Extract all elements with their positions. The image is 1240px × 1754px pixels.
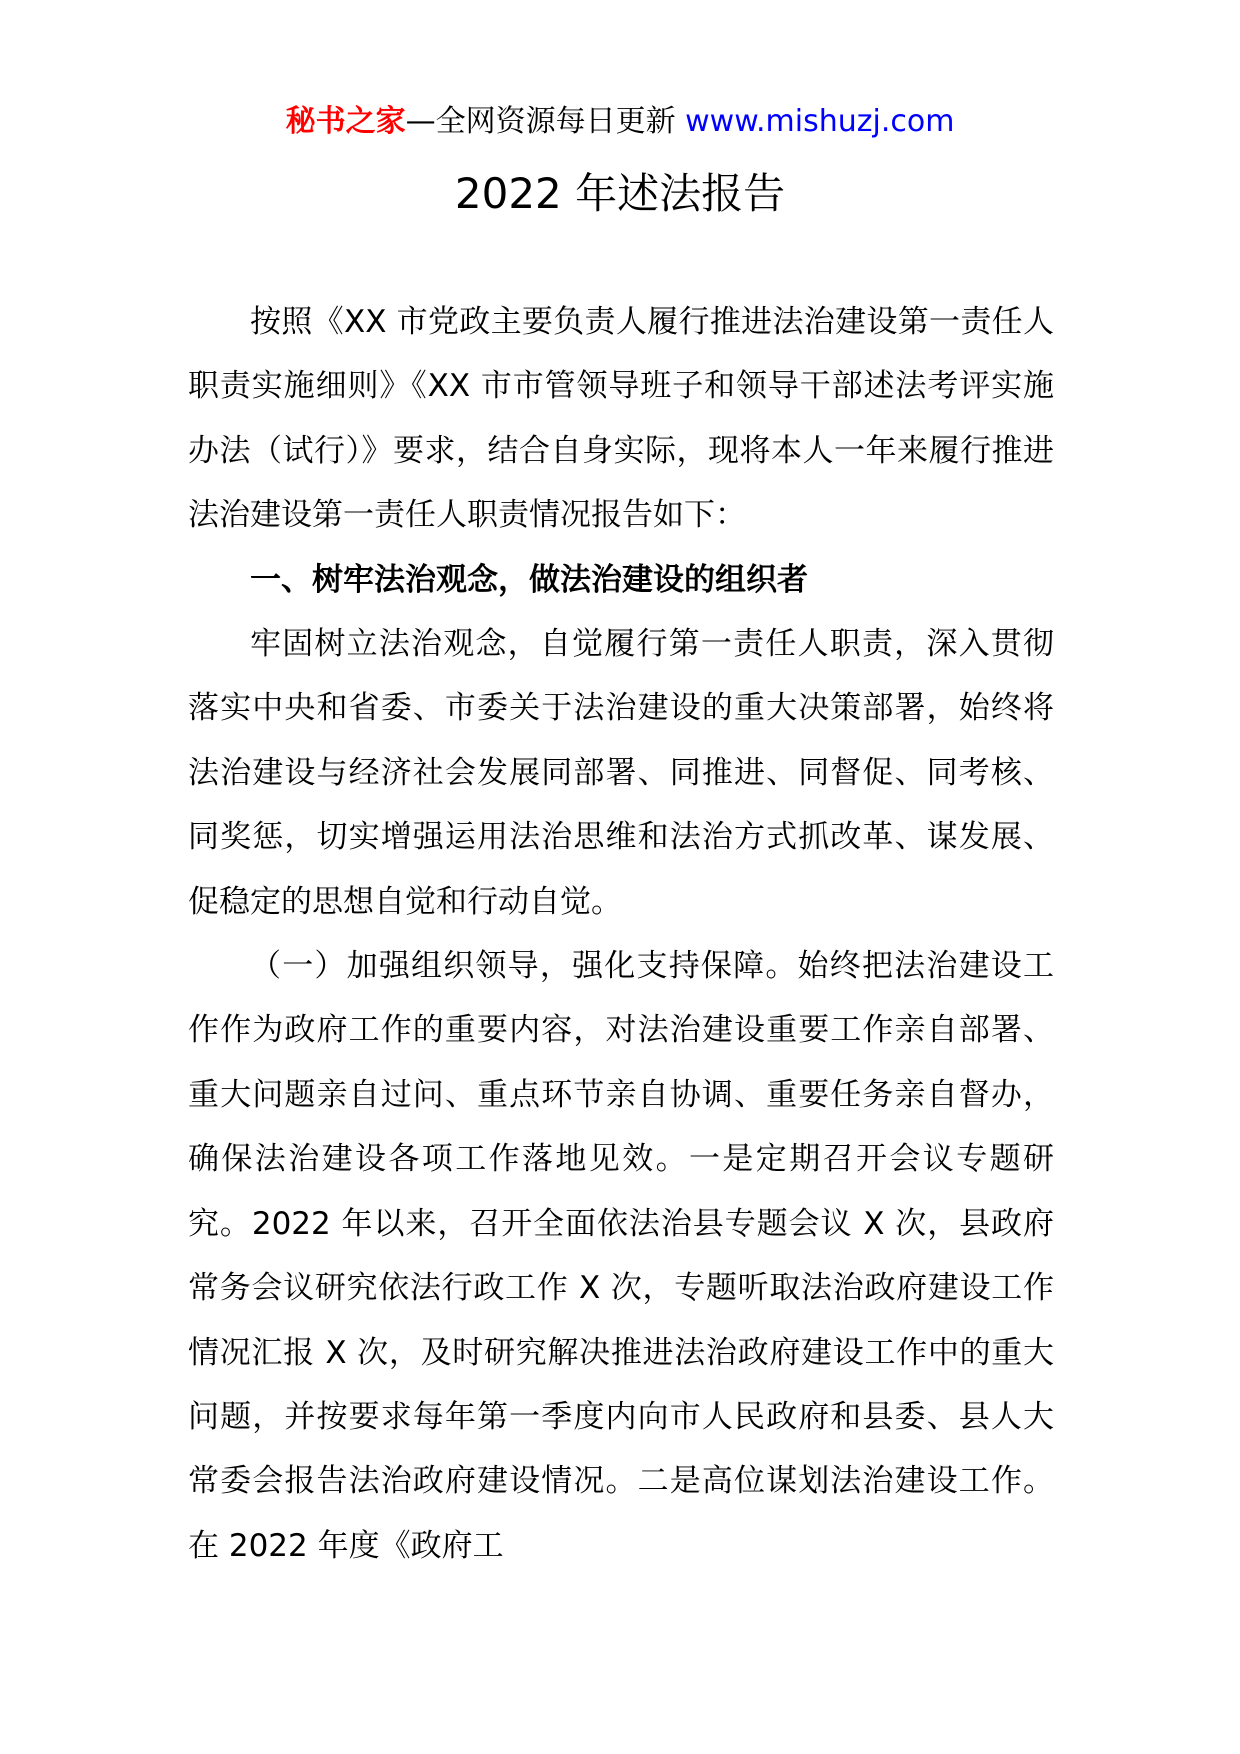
header-tagline: —全网资源每日更新 [405, 104, 686, 139]
site-header [0, 100, 1240, 144]
document-body [188, 290, 1054, 1578]
body-paragraph: （一）加强组织领导，强化支持保障。始终把法治建设工作作为政府工作的重要内容，对法治建设重要工作亲自部署、重大问题亲自过问、重点环节亲自协调、重要任务亲自督办，确保法治建设各项工作落地见效。一是定期召开会议专题研究。2022 年以来，召开全面依法治县专题会议 X 次，县政府常务会议研究依法行政工作 X 次，专题听取法治政府建设工作情况汇报 X 次，及时研究解决推进法治政府建设工作中的重大问题，并按要求每年第一季度内向市人民政府和县委、县人大常委会报告法治政府建设情况。二是高位谋划法治建设工作。在 2022 年度《政府工 [188, 948, 1054, 1564]
body-paragraph: 牢固树立法治观念，自觉履行第一责任人职责，深入贯彻落实中央和省委、市委关于法治建设的重大决策部署，始终将法治建设与经济社会发展同部署、同推进、同督促、同考核、同奖惩，切实增强运用法治思维和法治方式抓改革、谋发展、促稳定的思想自觉和行动自觉。 [188, 626, 1054, 920]
site-url-link[interactable]: www.mishuzj.com [685, 104, 955, 139]
intro-paragraph: 按照《XX 市党政主要负责人履行推进法治建设第一责任人职责实施细则》《XX 市市管领导班子和领导干部述法考评实施办法（试行）》要求，结合自身实际，现将本人一年来履行推进法治建设第一责任人职责情况报告如下： [188, 304, 1054, 534]
document-title: 2022 年述法报告 [454, 169, 786, 218]
brand-name: 秘书之家 [285, 104, 406, 139]
section-heading: 一、树牢法治观念，做法治建设的组织者 [250, 561, 808, 598]
